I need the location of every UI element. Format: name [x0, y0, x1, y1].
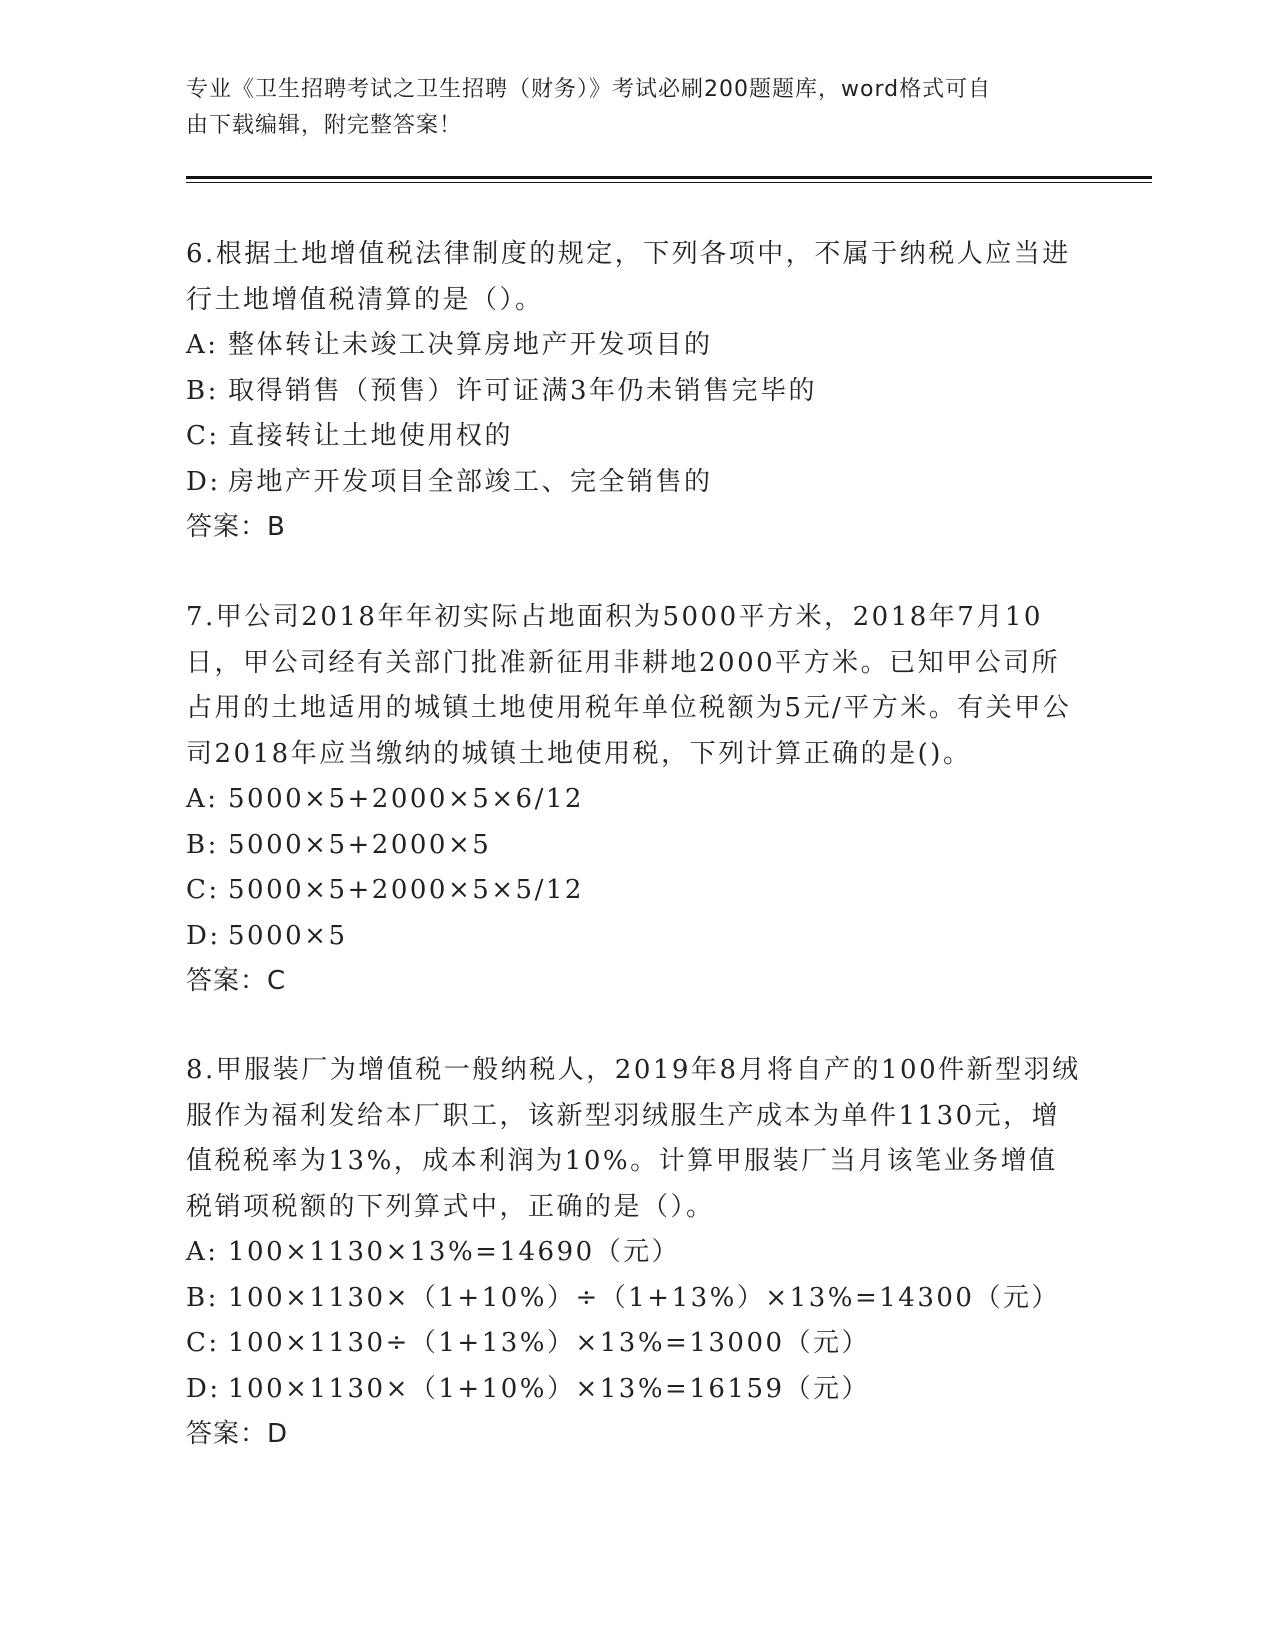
- option-text: 5000×5: [228, 920, 348, 951]
- option-letter: B:: [186, 1282, 219, 1313]
- option-text: 5000×5+2000×5×5/12: [228, 875, 584, 905]
- answer: 答案：D: [186, 1419, 289, 1449]
- option-b: [186, 369, 1086, 415]
- question-stem: 6.根据土地增值税法律制度的规定，下列各项中，不属于纳税人应当进行土地增值税清算的是（）。: [186, 239, 1071, 315]
- option-letter: C:: [186, 875, 220, 905]
- document-header: [186, 72, 1066, 144]
- option-b: [186, 1276, 1086, 1322]
- header-rule-thin: [186, 182, 1152, 183]
- header-rule-thick: [186, 176, 1152, 179]
- header-line-2: 由下载编辑，附完整答案！: [186, 113, 463, 138]
- option-text: 5000×5+2000×5×6/12: [228, 784, 584, 814]
- option-text: 100×1130×（1+10%）×13%=16159（元）: [228, 1373, 871, 1404]
- question-7: [186, 595, 1086, 1005]
- answer: 答案：C: [186, 966, 287, 996]
- question-6: [186, 232, 1086, 551]
- header-line-1: 专业《卫生招聘考试之卫生招聘（财务）》考试必刷200题题库，word格式可自: [186, 77, 992, 102]
- option-a: [186, 1230, 1086, 1276]
- question-stem: 8.甲服装厂为增值税一般纳税人，2019年8月将自产的100件新型羽绒服作为福利发给本厂职工，该新型羽绒服生产成本为单件1130元，增值税税率为13%，成本利润为10%。计算甲服装厂当月该笔业务增值税销项税额的下列算式中，正确的是（）。: [186, 1055, 1081, 1222]
- option-letter: D:: [186, 1373, 221, 1404]
- option-c: [186, 1321, 1086, 1367]
- option-a: [186, 323, 1086, 369]
- option-letter: D:: [186, 920, 221, 951]
- option-text: 取得销售（预售）许可证满3年仍未销售完毕的: [228, 375, 818, 406]
- question-stem: 7.甲公司2018年年初实际占地面积为5000平方米，2018年7月10日，甲公司经有关部门批准新征用非耕地2000平方米。已知甲公司所占用的土地适用的城镇土地使用税年单位税额为5元/平方米。有关甲公司2018年应当缴纳的城镇土地使用税，下列计算正确的是()。: [186, 602, 1072, 769]
- option-text: 5000×5+2000×5: [228, 829, 492, 860]
- option-letter: B:: [186, 375, 219, 406]
- option-b: [186, 823, 1086, 869]
- option-c: [186, 868, 1086, 914]
- option-letter: A:: [186, 1237, 219, 1267]
- option-letter: B:: [186, 829, 219, 860]
- option-text: 房地产开发项目全部竣工、完全销售的: [228, 466, 713, 497]
- option-text: 100×1130×13%=14690（元）: [228, 1237, 681, 1267]
- option-letter: C:: [186, 1328, 220, 1358]
- option-d: [186, 460, 1086, 506]
- option-a: [186, 777, 1086, 823]
- option-letter: A:: [186, 330, 219, 360]
- option-text: 直接转让土地使用权的: [228, 421, 514, 451]
- option-letter: D:: [186, 466, 221, 497]
- option-d: [186, 1367, 1086, 1413]
- option-c: [186, 414, 1086, 460]
- option-letter: A:: [186, 784, 219, 814]
- option-letter: C:: [186, 421, 220, 451]
- option-text: 100×1130×（1+10%）÷（1+13%）×13%=14300（元）: [228, 1282, 1060, 1313]
- option-d: [186, 914, 1086, 960]
- option-text: 整体转让未竣工决算房地产开发项目的: [228, 330, 713, 360]
- question-8: [186, 1048, 1086, 1458]
- answer: 答案：B: [186, 512, 286, 542]
- option-text: 100×1130÷（1+13%）×13%=13000（元）: [228, 1328, 871, 1358]
